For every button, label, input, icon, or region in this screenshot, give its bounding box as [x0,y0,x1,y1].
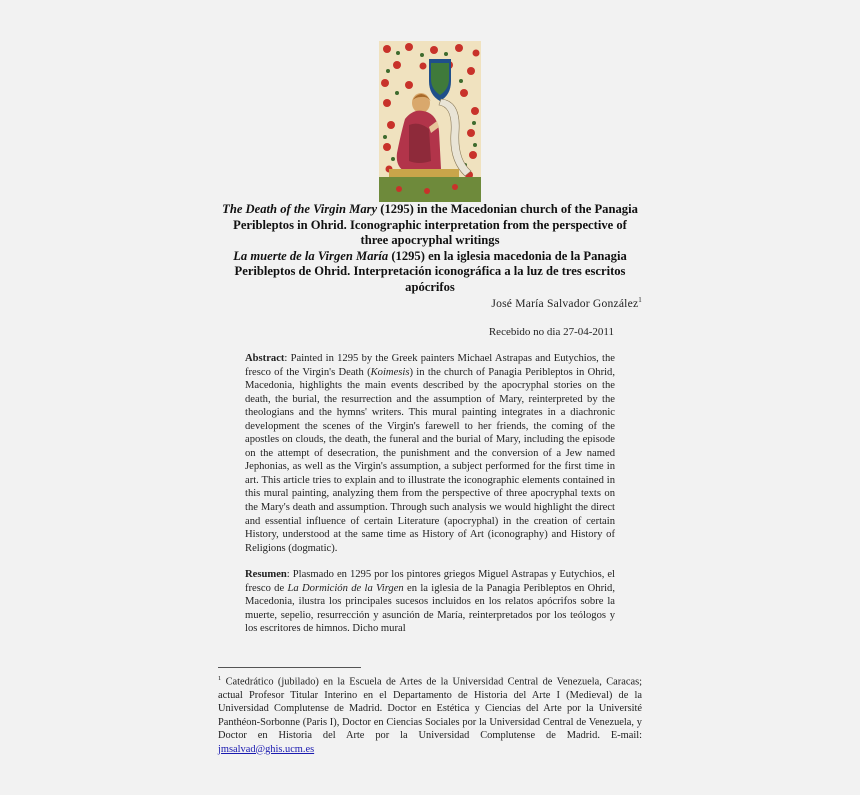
resumen-text-2: en la iglesia de la Panagia Peribleptos en Ohrid, Macedonia, ilustra los principales sucesos incluidos en los relatos apócrifos sobre la muerte, sepelio, resurrección y asunción de María, reinterpretados por los teólogos y los escritores de himnos. Dicho mural [245,582,615,635]
resumen-label: Resumen [245,569,287,581]
resumen-text-1: : Plasmado en 1295 por los pintores griegos Miguel Astrapas y Eutychios, el fresco de [245,569,615,594]
abstract-term: Koimesis [370,366,410,378]
manuscript-illustration [379,41,481,202]
footnote-text: Catedrático (jubilado) en la Escuela de Artes de la Universidad Central de Venezuela, Caracas; actual Profesor Titular Interino en el Departamento de Historia del Arte I (Medieval) de la Universidad Complutense de Madrid. Doctor en Estética y Ciencias del Arte por la Université Panthéon-Sorbonne (Paris I), Doctor en Ciencias Sociales por la Universidad Central de Venezuela, y Doctor en Historia del Arte por la Universidad Complutense de Madrid. E-mail: [218,676,642,742]
title-english-italic: The Death of the Virgin Mary [222,202,378,216]
article-title [218,202,642,296]
author-line [491,296,642,310]
email-link[interactable]: jmsalvad@ghis.ucm.es [218,743,315,755]
footnote [218,672,642,756]
footnote-mark: 1 [218,675,222,682]
resumen-term: La Dormición de la Virgen [287,582,404,594]
received-date: Recebido no dia 27-04-2011 [488,326,614,338]
abstract-text-2: ) in the church of Panagia Peribleptos in Ohrid, Macedonia, highlights the main events described by the apocryphal stories on the death, the burial, the resurrection and the assumption of Mary, reinterpreted by the theologians and the hymns' writers. This mural painting integrates in a diachronic development the scenes of the Virgin's farewell to her friends, the coming of the apostles on clouds, the death, the funeral and the burial of Mary, including the episode on the attempt of desecration, the punishment and the conversion of a Jew named Jephonias, as well as the Virgin's assumption, a subject performed for the first time in art. This article tries to explain and to illustrate the iconographic elements contained in this mural painting, analyzing them from the perspective of three apocryphal texts on the Mary's death and assumption. Through such analysis we would highlight the direct and essential influence of certain Literature (apocryphal) in the creation of certain History, understood at the same time as History of Art (iconography) and History of Religions (dogmatic). [245,366,615,554]
title-spanish-italic: La muerte de la Virgen María [233,248,389,263]
abstract-label: Abstract [245,353,285,364]
title-english [218,202,642,249]
abstract-section [245,352,615,649]
abstract-paragraph [245,352,615,555]
author-footnote-mark: 1 [638,296,642,304]
abstract-text-1: : Painted in 1295 by the Greek painters Michael Astrapas and Eutychios, the fresco of the Virgin's Death ( [245,353,615,378]
footnote-divider [218,667,361,668]
title-spanish [218,249,642,296]
author-name: José María Salvador González [491,296,639,310]
resumen-paragraph [245,568,615,636]
title-spanish-rest: (1295) en la iglesia macedonia de la Panagia Peribleptos de Ohrid. Interpretación iconográfica a la luz de tres escritos apócrifos [234,248,627,294]
title-english-rest: (1295) in the Macedonian church of the Panagia Peribleptos in Ohrid. Iconographic interpretation from the perspective of three apocryphal writings [233,202,638,248]
